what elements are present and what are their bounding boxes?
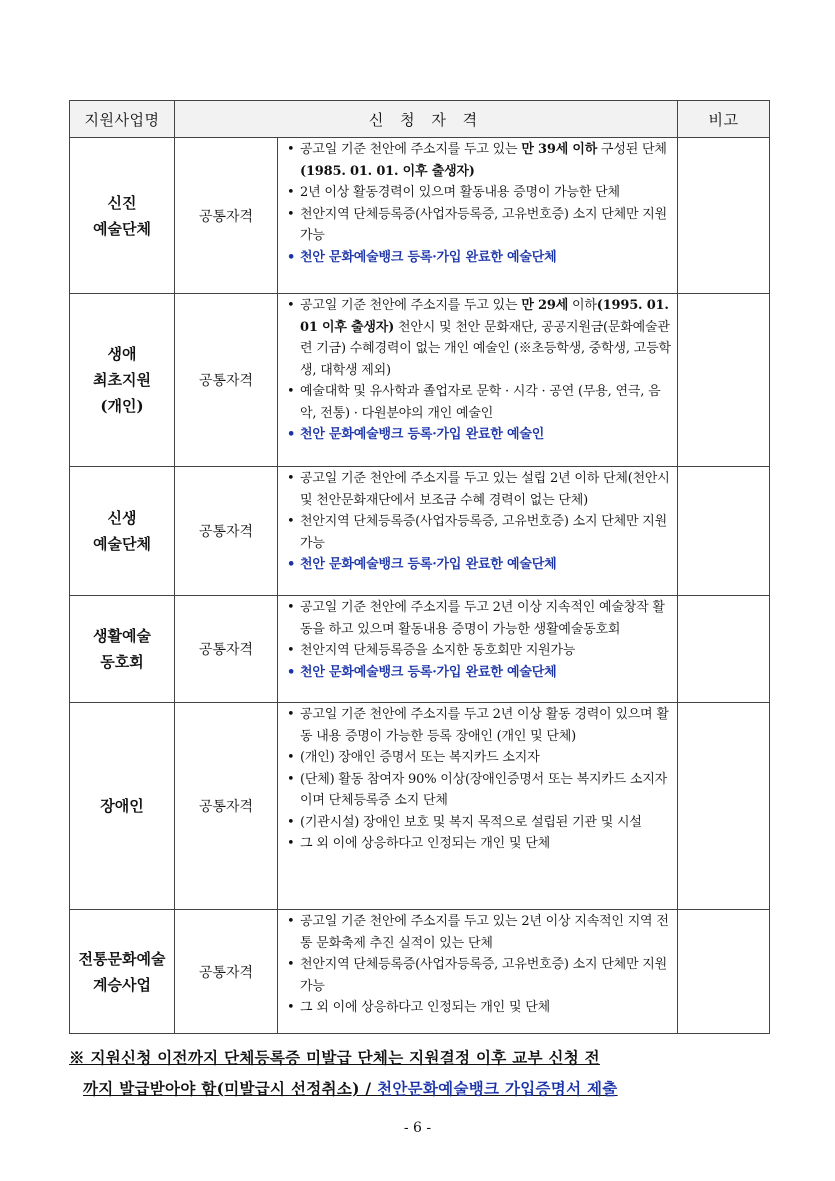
footer-note-deadline: 까지 발급받아야 함(미발급시 선정취소) / <box>83 1079 378 1098</box>
footer-note <box>69 1042 769 1104</box>
emphasis-text: 만 29세 <box>521 298 569 313</box>
table-row <box>70 596 770 703</box>
list-item <box>284 997 673 1019</box>
table-row <box>70 703 770 910</box>
item-text: 2년 이상 활동경력이 있으며 활동내용 증명이 가능한 단체 <box>300 185 620 200</box>
program-name-cell: 신생 예술단체 <box>70 467 175 596</box>
table-row <box>70 910 770 1034</box>
list-item <box>284 554 673 576</box>
list-item <box>284 662 673 684</box>
item-text: 천안지역 단체등록증을 소지한 동호회만 지원가능 <box>300 643 576 658</box>
table-body <box>70 138 770 1034</box>
list-item <box>284 747 673 769</box>
list-item <box>284 704 673 747</box>
qualification-type-cell: 공통자격 <box>175 467 278 596</box>
qualification-type-cell: 공통자격 <box>175 596 278 703</box>
table-row <box>70 467 770 596</box>
item-text: (단체) 활동 참여자 90% 이상(장애인증명서 또는 복지카드 소지자 이며 단체등록증 소지 단체 <box>300 771 668 808</box>
list-item <box>284 247 673 269</box>
item-text: 공고일 기준 천안에 주소지를 두고 있는 <box>300 298 522 313</box>
qualification-list <box>284 911 673 1019</box>
qualification-items-cell <box>278 294 678 467</box>
list-item <box>284 295 673 381</box>
item-text: 천안 문화예술뱅크 등록·가입 완료한 예술단체 <box>300 557 557 572</box>
header-qualification: 신 청 자 격 <box>175 101 678 138</box>
table-header-row <box>70 101 770 138</box>
qualification-list <box>284 597 673 683</box>
list-item <box>284 424 673 446</box>
item-text: 공고일 기준 천안에 주소지를 두고 있는 설립 2년 이하 단체(천안시 및 천안문화재단에서 보조금 수혜 경력이 없는 단체) <box>300 471 670 508</box>
qualification-list <box>284 295 673 446</box>
header-program-name: 지원사업명 <box>70 101 175 138</box>
item-text: 천안 문화예술뱅크 등록·가입 완료한 예술인 <box>300 427 545 442</box>
item-text: (개인) 장애인 증명서 또는 복지카드 소지자 <box>300 750 540 765</box>
list-item <box>284 833 673 855</box>
program-name-cell: 전통문화예술 계승사업 <box>70 910 175 1034</box>
footer-note-line-1: ※ 지원신청 이전까지 단체등록증 미발급 단체는 지원결정 이후 교부 신청 전 <box>69 1048 600 1067</box>
list-item <box>284 511 673 554</box>
qualification-type-cell: 공통자격 <box>175 703 278 910</box>
item-text: 공고일 기준 천안에 주소지를 두고 2년 이상 활동 경력이 있으며 활동 내용 증명이 가능한 등록 장애인 (개인 및 단체) <box>300 707 669 744</box>
list-item <box>284 597 673 640</box>
list-item <box>284 381 673 424</box>
item-text: 공고일 기준 천안에 주소지를 두고 있는 2년 이상 지속적인 지역 전통 문화축제 추진 실적이 있는 단체 <box>300 914 669 951</box>
remarks-cell <box>678 910 770 1034</box>
emphasis-text: (1995. 01. 01 이후 출생자) <box>300 298 669 335</box>
eligibility-table <box>69 100 770 1034</box>
list-item <box>284 911 673 954</box>
item-text: 그 외 이에 상응하다고 인정되는 개인 및 단체 <box>300 836 550 851</box>
qualification-type-cell: 공통자격 <box>175 294 278 467</box>
program-name-cell: 생활예술 동호회 <box>70 596 175 703</box>
item-text: 천안지역 단체등록증(사업자등록증, 고유번호증) 소지 단체만 지원가능 <box>300 957 668 994</box>
item-text: 천안 문화예술뱅크 등록·가입 완료한 예술단체 <box>300 664 557 680</box>
qualification-items-cell <box>278 467 678 596</box>
table-row <box>70 138 770 294</box>
qualification-items-cell <box>278 703 678 910</box>
remarks-cell <box>678 467 770 596</box>
item-text: 구성된 단체 <box>597 142 667 157</box>
list-item <box>284 468 673 511</box>
remarks-cell <box>678 596 770 703</box>
qualification-type-cell: 공통자격 <box>175 910 278 1034</box>
header-remarks: 비고 <box>678 101 770 138</box>
remarks-cell <box>678 138 770 294</box>
program-name-cell: 생애 최초지원 (개인) <box>70 294 175 467</box>
table-row <box>70 294 770 467</box>
qualification-type-cell: 공통자격 <box>175 138 278 294</box>
list-item <box>284 204 673 247</box>
item-text: 천안시 및 천안 문화재단, 공공지원금(문화예술관련 기금) 수혜경력이 없는 개인 예술인 (※초등학생, 중학생, 고등학생, 대학생 제외) <box>300 319 671 378</box>
list-item <box>284 182 673 204</box>
program-name-cell: 장애인 <box>70 703 175 910</box>
list-item <box>284 640 673 662</box>
qualification-items-cell <box>278 910 678 1034</box>
item-text: 예술대학 및 유사학과 졸업자로 문학 · 시각 · 공연 (무용, 연극, 음악, 전통) · 다원분야의 개인 예술인 <box>300 384 661 421</box>
item-text: 공고일 기준 천안에 주소지를 두고 2년 이상 지속적인 예술창작 활동을 하고 있으며 활동내용 증명이 가능한 생활예술동호회 <box>300 600 665 637</box>
footer-note-certificate: 천안문화예술뱅크 가입증명서 제출 <box>377 1079 618 1098</box>
item-text: 천안 문화예술뱅크 등록·가입 완료한 예술단체 <box>300 249 557 265</box>
qualification-list <box>284 468 673 576</box>
program-name-cell: 신진 예술단체 <box>70 138 175 294</box>
item-text: 천안지역 단체등록증(사업자등록증, 고유번호증) 소지 단체만 지원가능 <box>300 514 668 551</box>
item-text: 그 외 이에 상응하다고 인정되는 개인 및 단체 <box>300 1000 550 1015</box>
qualification-list <box>284 139 673 268</box>
remarks-cell <box>678 294 770 467</box>
emphasis-text: 만 39세 이하 <box>521 142 598 157</box>
item-text: 천안지역 단체등록증(사업자등록증, 고유번호증) 소지 단체만 지원가능 <box>300 206 668 243</box>
list-item <box>284 954 673 997</box>
footer-note-line-2 <box>69 1073 769 1104</box>
item-text: 이하 <box>568 298 597 313</box>
item-text: 공고일 기준 천안에 주소지를 두고 있는 <box>300 142 522 157</box>
qualification-items-cell <box>278 138 678 294</box>
page-number: - 6 - <box>403 1120 432 1136</box>
list-item <box>284 769 673 812</box>
emphasis-text: (1985. 01. 01. 이후 출생자) <box>300 163 475 179</box>
remarks-cell <box>678 703 770 910</box>
list-item <box>284 139 673 182</box>
qualification-list <box>284 704 673 855</box>
list-item <box>284 812 673 834</box>
item-text: (기관시설) 장애인 보호 및 복지 목적으로 설립된 기관 및 시설 <box>300 814 642 830</box>
qualification-items-cell <box>278 596 678 703</box>
